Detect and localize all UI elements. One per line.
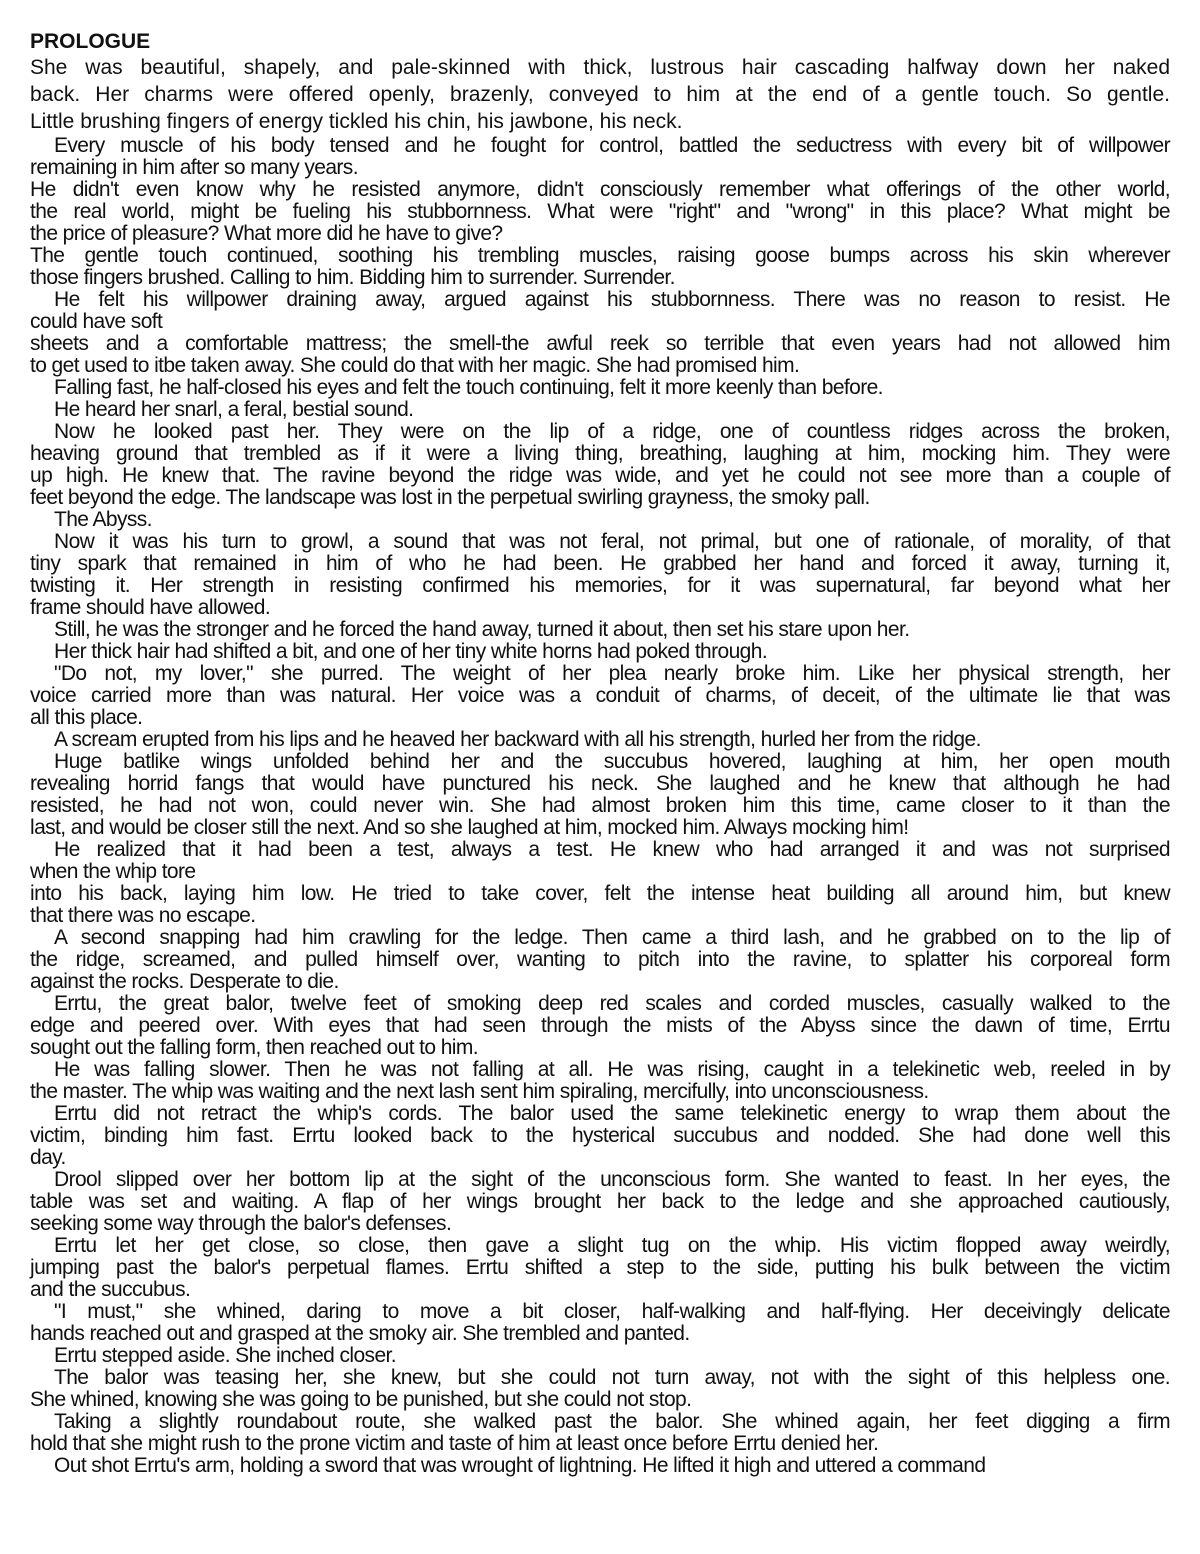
text-line: Taking a slightly roundabout route, she walked past the balor. She whined again, her feet digging a firm — [54, 1410, 1170, 1433]
paragraph — [30, 421, 1170, 509]
text-line: Drool slipped over her bottom lip at the sight of the unconscious form. She wanted to feast. In her eyes, the — [54, 1168, 1170, 1191]
text-line: the real world, might be fueling his stubbornness. What were "right" and "wrong" in this place? What might be — [30, 200, 1170, 223]
text-line: against the rocks. Desperate to die. — [30, 970, 339, 993]
paragraph — [30, 729, 1170, 751]
text-line: the ridge, screamed, and pulled himself over, wanting to pitch into the ravine, to splatter his corporeal form — [30, 948, 1170, 971]
paragraph — [30, 377, 1170, 399]
paragraph — [30, 54, 1170, 135]
paragraph — [30, 135, 1170, 179]
text-line: last, and would be closer still the next. And so she laughed at him, mocked him. Always mocking him! — [30, 816, 909, 839]
text-line: He realized that it had been a test, always a test. He knew who had arranged it and was not surprised — [54, 838, 1170, 861]
text-line: heaving ground that trembled as if it were a living thing, breathing, laughing at him, mocking him. They were — [30, 442, 1170, 465]
text-line: edge and peered over. With eyes that had seen through the mists of the Abyss since the dawn of time, Errtu — [30, 1014, 1170, 1037]
text-line: the master. The whip was waiting and the next lash sent him spiraling, mercifully, into unconsciousness. — [30, 1080, 929, 1103]
text-line: Her thick hair had shifted a bit, and one of her tiny white horns had poked through. — [54, 640, 768, 663]
text-line: sheets and a comfortable mattress; the smell-the awful reek so terrible that even years had not allowed him — [30, 332, 1170, 355]
text-line: Errtu stepped aside. She inched closer. — [54, 1344, 396, 1367]
text-line: Still, he was the stronger and he forced the hand away, turned it about, then set his stare upon her. — [54, 618, 910, 641]
text-line: "I must," she whined, daring to move a bit closer, half-walking and half-flying. Her deceivingly delicate — [54, 1300, 1170, 1323]
text-line: to get used to itbe taken away. She could do that with her magic. She had promised him. — [30, 354, 800, 377]
paragraph — [30, 751, 1170, 839]
text-line: day. — [30, 1146, 66, 1169]
paragraph — [30, 1367, 1170, 1411]
text-line: Falling fast, he half-closed his eyes and felt the touch continuing, felt it more keenly than before. — [54, 376, 883, 399]
paragraph — [30, 1455, 1170, 1477]
text-line: She was beautiful, shapely, and pale-skinned with thick, lustrous hair cascading halfway down her naked — [30, 56, 1170, 79]
paragraph — [30, 1411, 1170, 1455]
text-line: He was falling slower. Then he was not falling at all. He was rising, caught in a telekinetic web, reeled in by — [54, 1058, 1170, 1081]
paragraph — [30, 619, 1170, 641]
text-line: He heard her snarl, a feral, bestial sound. — [54, 398, 414, 421]
text-line: Now it was his turn to growl, a sound that was not feral, not primal, but one of rationale, of morality, of that — [54, 530, 1170, 553]
text-line: hands reached out and grasped at the smoky air. She trembled and panted. — [30, 1322, 690, 1345]
text-line: all this place. — [30, 706, 143, 729]
text-line: the price of pleasure? What more did he have to give? — [30, 222, 503, 245]
text-line: Little brushing fingers of energy tickled his chin, his jawbone, his neck. — [30, 110, 683, 133]
text-line: "Do not, my lover," she purred. The weight of her plea nearly broke him. Like her physical strength, her — [54, 662, 1170, 685]
text-line: Now he looked past her. They were on the lip of a ridge, one of countless ridges across the broken, — [54, 420, 1170, 443]
paragraph — [30, 883, 1170, 927]
text-line: revealing horrid fangs that would have punctured his neck. She laughed and he knew that although he had — [30, 772, 1170, 795]
text-line: The balor was teasing her, she knew, but she could not turn away, not with the sight of this helpless one. — [54, 1366, 1170, 1389]
chapter-title: PROLOGUE — [30, 30, 151, 53]
text-line: when the whip tore — [30, 860, 196, 883]
text-line: voice carried more than was natural. Her voice was a conduit of charms, of deceit, of the ultimate lie that was — [30, 684, 1170, 707]
text-line: into his back, laying him low. He tried to take cover, felt the intense heat building all around him, but knew — [30, 882, 1170, 905]
text-line: tiny spark that remained in him of who he had been. He grabbed her hand and forced it away, turning it, — [30, 552, 1170, 575]
text-line: Huge batlike wings unfolded behind her and the succubus hovered, laughing at him, her open mouth — [54, 750, 1170, 773]
text-line: feet beyond the edge. The landscape was lost in the perpetual swirling grayness, the smoky pall. — [30, 486, 870, 509]
text-line: twisting it. Her strength in resisting confirmed his memories, for it was supernatural, far beyond what her — [30, 574, 1170, 597]
text-line: Errtu, the great balor, twelve feet of smoking deep red scales and corded muscles, casually walked to the — [54, 992, 1170, 1015]
text-line: frame should have allowed. — [30, 596, 271, 619]
text-line: Out shot Errtu's arm, holding a sword that was wrought of lightning. He lifted it high and uttered a command — [54, 1454, 986, 1477]
text-line: that there was no escape. — [30, 904, 256, 927]
text-line: remaining in him after so many years. — [30, 156, 358, 179]
text-line: sought out the falling form, then reached out to him. — [30, 1036, 478, 1059]
paragraph — [30, 289, 1170, 333]
paragraph — [30, 531, 1170, 619]
text-line: back. Her charms were offered openly, brazenly, conveyed to him at the end of a gentle touch. So gentle. — [30, 83, 1170, 106]
paragraph — [30, 509, 1170, 531]
text-line: He didn't even know why he resisted anymore, didn't consciously remember what offerings of the other world, — [30, 178, 1170, 201]
paragraph — [30, 1059, 1170, 1103]
text-line: those fingers brushed. Calling to him. Bidding him to surrender. Surrender. — [30, 266, 675, 289]
document-page — [30, 30, 1170, 1477]
text-line: up high. He knew that. The ravine beyond the ridge was wide, and yet he could not see more than a couple of — [30, 464, 1170, 487]
text-line: Errtu did not retract the whip's cords. The balor used the same telekinetic energy to wrap them about the — [54, 1102, 1170, 1125]
text-line: Errtu let her get close, so close, then gave a slight tug on the whip. His victim flopped away weirdly, — [54, 1234, 1170, 1257]
paragraph — [30, 663, 1170, 729]
text-line: He felt his willpower draining away, argued against his stubbornness. There was no reason to resist. He — [54, 288, 1170, 311]
paragraph — [30, 1235, 1170, 1301]
text-line: hold that she might rush to the prone victim and taste of him at least once before Errtu denied her. — [30, 1432, 879, 1455]
text-line: jumping past the balor's perpetual flames. Errtu shifted a step to the side, putting his bulk between the victim — [30, 1256, 1170, 1279]
text-line: The Abyss. — [54, 508, 152, 531]
text-line: The gentle touch continued, soothing his trembling muscles, raising goose bumps across his skin wherever — [30, 244, 1170, 267]
text-line: Every muscle of his body tensed and he fought for control, battled the seductress with every bit of willpower — [54, 134, 1170, 157]
paragraph — [30, 993, 1170, 1059]
text-line: A scream erupted from his lips and he heaved her backward with all his strength, hurled her from the ridge. — [54, 728, 981, 751]
paragraph — [30, 399, 1170, 421]
paragraph — [30, 641, 1170, 663]
text-line: victim, binding him fast. Errtu looked back to the hysterical succubus and nodded. She had done well this — [30, 1124, 1170, 1147]
text-line: could have soft — [30, 310, 163, 333]
paragraph — [30, 1169, 1170, 1235]
text-line: She whined, knowing she was going to be punished, but she could not stop. — [30, 1388, 692, 1411]
text-line: seeking some way through the balor's defenses. — [30, 1212, 452, 1235]
paragraph — [30, 839, 1170, 883]
paragraph — [30, 927, 1170, 993]
paragraph — [30, 1103, 1170, 1169]
paragraph — [30, 1345, 1170, 1367]
text-line: A second snapping had him crawling for the ledge. Then came a third lash, and he grabbed on to the lip of — [54, 926, 1170, 949]
text-line: table was set and waiting. A flap of her wings brought her back to the ledge and she approached cautiously, — [30, 1190, 1170, 1213]
text-line: and the succubus. — [30, 1278, 191, 1301]
paragraph — [30, 245, 1170, 289]
text-line: resisted, he had not won, could never win. She had almost broken him this time, came closer to it than the — [30, 794, 1170, 817]
paragraph — [30, 1301, 1170, 1345]
paragraph — [30, 179, 1170, 245]
paragraph — [30, 333, 1170, 377]
document-body — [30, 54, 1170, 1477]
